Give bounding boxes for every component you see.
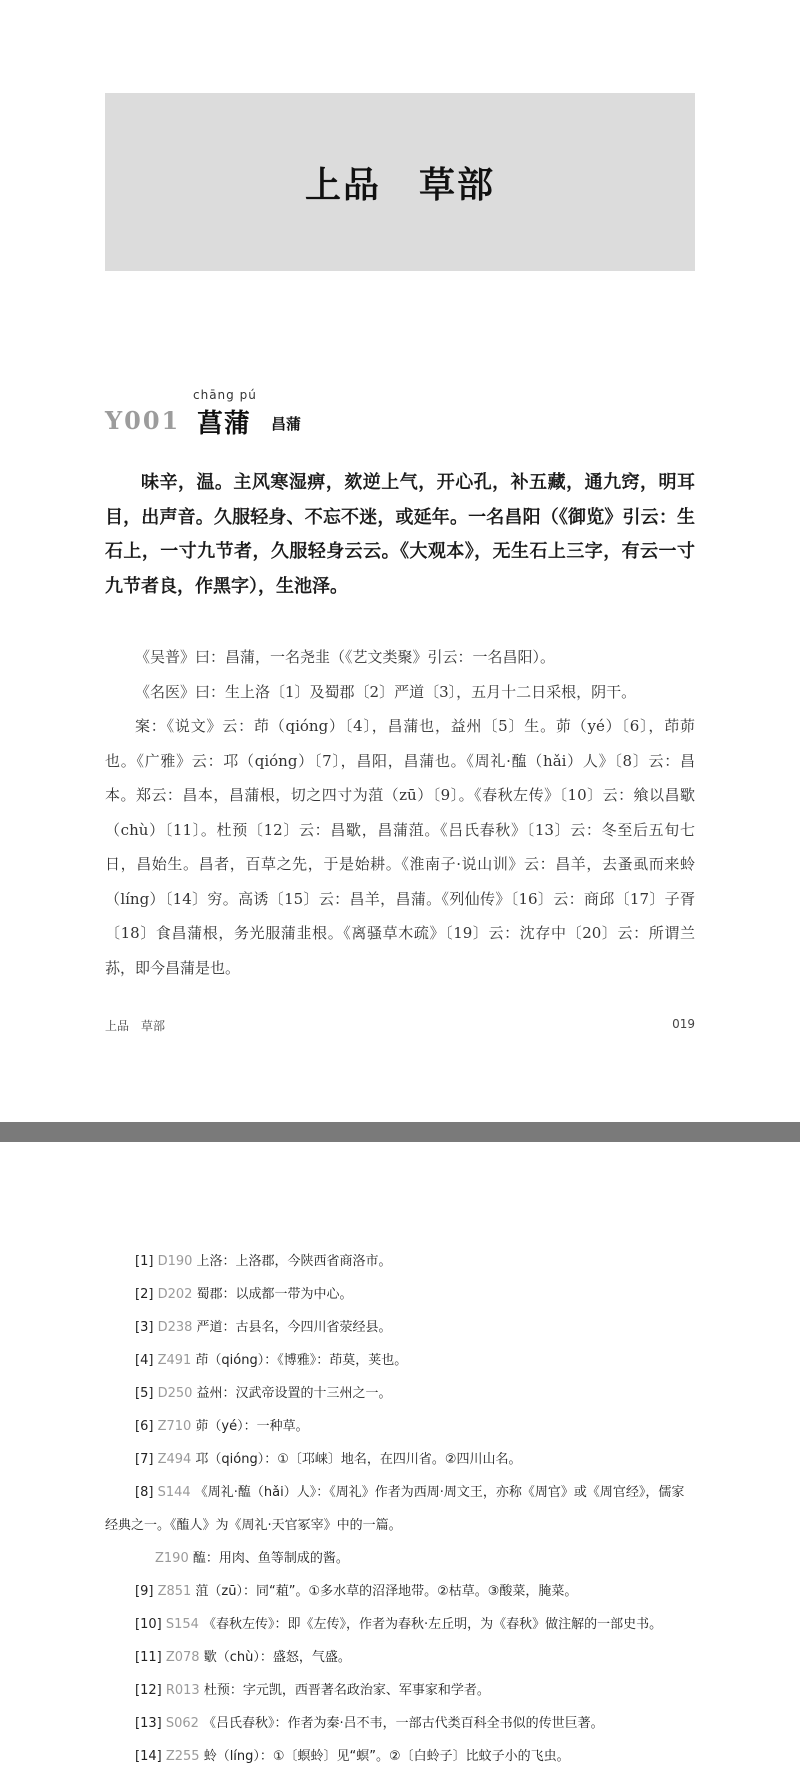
note-code: Z710 [157,1419,192,1434]
note-text: 严道：古县名，今四川省荥经县。 [196,1320,392,1335]
section-banner [105,93,695,271]
note-text: 醢：用肉、鱼等制成的酱。 [192,1551,349,1566]
note-item [105,1608,695,1641]
note-code: Z190 [155,1551,189,1566]
note-text: 茆（yé）：一种草。 [195,1419,309,1434]
commentary [105,640,695,985]
entry-name: 菖蒲 [197,409,252,439]
note-number: [7] [135,1452,154,1467]
note-number: [9] [135,1584,154,1599]
note-text: 上洛：上洛郡，今陕西省商洛市。 [196,1254,392,1269]
note-code: Z078 [165,1650,200,1665]
note-text: 杜预：字元凯，西晋著名政治家、军事家和学者。 [203,1683,490,1698]
note-item [105,1410,695,1443]
note-code: R013 [165,1683,200,1698]
notes-list [105,1245,695,1773]
note-number: [14] [135,1749,162,1764]
note-code: D190 [157,1254,193,1269]
section-title: 上品 草部 [304,163,495,206]
page-number: 019 [672,1017,695,1031]
note-code: S154 [165,1617,199,1632]
note-number: [13] [135,1716,162,1731]
note-item [105,1476,695,1542]
note-number: [12] [135,1683,162,1698]
note-text: 茚（qióng）：《博雅》：茚莫，荚也。 [195,1353,408,1368]
note-item [105,1641,695,1674]
note-item [105,1278,695,1311]
note-item [105,1575,695,1608]
note-number: [1] [135,1254,154,1269]
note-text: 蛉（líng）：①〔螟蛉〕见“螟”。②〔白蛉子〕比蚊子小的飞虫。 [203,1749,570,1764]
page-divider [0,1122,800,1142]
main-paragraph: 味辛，温。主风寒湿痹，欬逆上气，开心孔，补五藏，通九窍，明耳目，出声音。久服轻身、不忘不迷，或延年。一名昌阳（《御览》引云：生石上，一寸九节者，久服轻身云云。《大观本》，无生石上三字，有云一寸九节者良，作黑字），生池泽。 [105,472,695,597]
commentary-paragraph: 《名医》曰：生上洛〔1〕及蜀郡〔2〕严道〔3〕，五月十二日采根，阴干。 [135,682,637,701]
note-code: S144 [157,1485,191,1500]
page-notes [0,1142,800,1764]
note-item [105,1674,695,1707]
note-item [105,1707,695,1740]
note-number: [3] [135,1320,154,1335]
commentary-paragraph: 《吴普》曰：昌蒲，一名尧韭（《艺文类聚》引云：一名昌阳）。 [135,648,556,666]
note-number: [10] [135,1617,162,1632]
note-item [105,1344,695,1377]
note-text: 《春秋左传》：即《左传》，作者为春秋·左丘明，为《春秋》做注解的一部史书。 [203,1617,663,1632]
note-text: 菹（zū）：同“蒩”。①多水草的沼泽地带。②枯草。③酸菜，腌菜。 [195,1584,578,1599]
note-text: 蜀郡：以成都一带为中心。 [196,1287,353,1302]
note-number: [8] [135,1485,154,1500]
note-item [105,1542,695,1575]
note-code: Z494 [157,1452,192,1467]
entry-code: Y001 [105,406,181,435]
note-number: [4] [135,1353,154,1368]
note-number: [6] [135,1419,154,1434]
note-code: D202 [157,1287,193,1302]
entry-pinyin: chāng pú [193,388,257,402]
note-number: [5] [135,1386,154,1401]
note-item [105,1740,695,1773]
entry-heading [105,388,705,438]
note-text: 《吕氏春秋》：作者为秦·吕不韦，一部古代类百科全书似的传世巨著。 [203,1716,604,1731]
note-text: 邛（qióng）：①〔邛崃〕地名，在四川省。②四川山名。 [195,1452,522,1467]
note-item [105,1377,695,1410]
note-code: Z491 [157,1353,192,1368]
note-text: 益州：汉武帝设置的十三州之一。 [196,1386,392,1401]
note-number: [11] [135,1650,162,1665]
entry-alias: 昌蒲 [271,415,302,433]
main-text [105,466,695,604]
note-item [105,1311,695,1344]
note-code: S062 [165,1716,199,1731]
note-code: Z255 [165,1749,200,1764]
commentary-paragraph: 案：《说文》云：茚（qióng）〔4〕，昌蒲也，益州〔5〕生。茆（yé）〔6〕，茚茆也。《广雅》云：邛（qióng）〔7〕，昌阳，昌蒲也。《周礼·醢（hǎi）人》〔8〕云：昌本。郑云：昌本，昌蒲根，切之四寸为菹（zū）〔9〕。《春秋左传》〔10〕云：飨以昌歜（chù）〔11〕。杜预〔12〕云：昌歜，昌蒲菹。《吕氏春秋》〔13〕云：冬至后五旬七日，昌始生。昌者，百草之先，于是始耕。《淮南子·说山训》云：昌羊，去蚤虱而来蛉（líng）〔14〕穷。高诱〔15〕云：昌羊，昌蒲。《列仙传》〔16〕云：商邱〔17〕子胥〔18〕食昌蒲根，务光服蒲韭根。《离骚草木疏》〔19〕云：沈存中〔20〕云：所谓兰荪，即今昌蒲是也。 [105,717,695,977]
note-number: [2] [135,1287,154,1302]
note-text: 《周礼·醢（hǎi）人》：《周礼》作者为西周·周文王，亦称《周官》或《周官经》，儒家经典之一。《醢人》为《周礼·天官冢宰》中的一篇。 [105,1485,685,1533]
note-code: D238 [157,1320,193,1335]
running-footer: 上品 草部 [105,1019,166,1033]
note-item [105,1245,695,1278]
note-code: D250 [157,1386,193,1401]
note-text: 歜（chù）：盛怒，气盛。 [203,1650,351,1665]
note-code: Z851 [157,1584,192,1599]
note-item [105,1443,695,1476]
